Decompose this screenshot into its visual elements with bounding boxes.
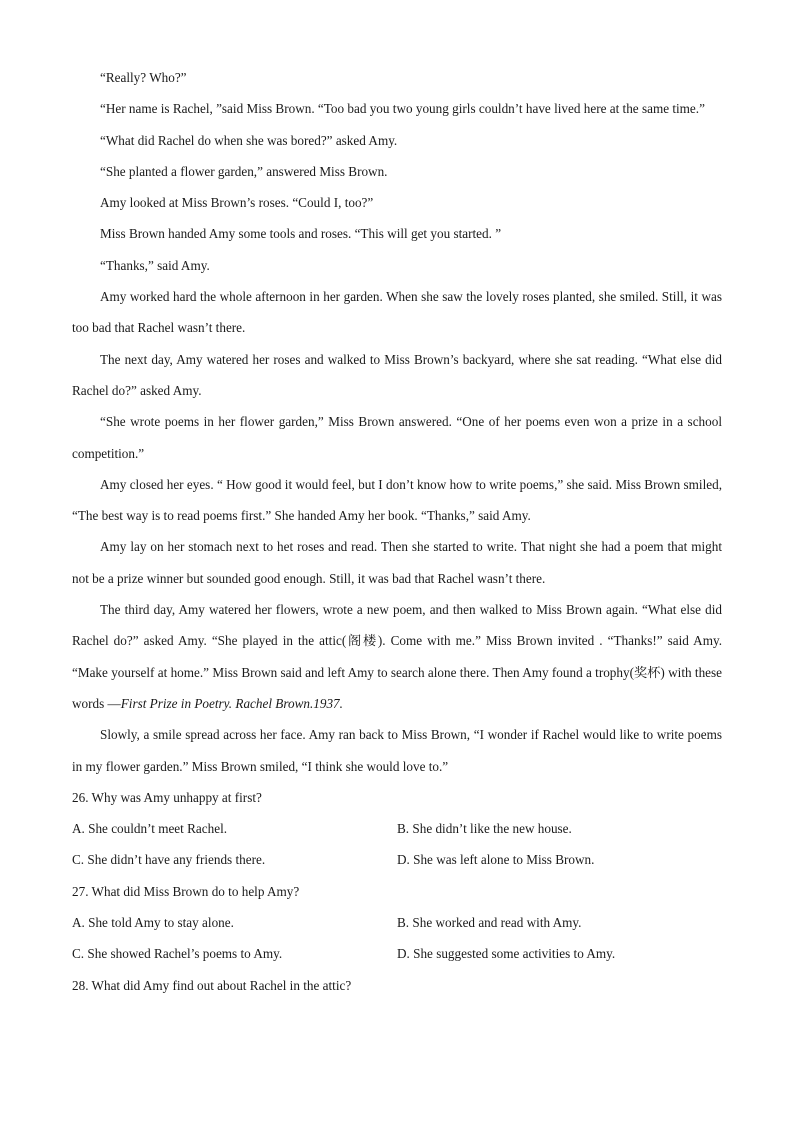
trophy-inscription: First Prize in Poetry. Rachel Brown.1937.: [120, 695, 343, 711]
paragraph: “Her name is Rachel, ”said Miss Brown. “Too bad you two young girls couldn’t have lived here at the same time.”: [100, 101, 705, 117]
options-row: [72, 844, 722, 875]
option-b[interactable]: B. She worked and read with Amy.: [397, 915, 582, 931]
paragraph: “Thanks,” said Amy.: [100, 257, 210, 273]
options-row: [72, 938, 722, 969]
question-28: 28. What did Amy find out about Rachel in the attic?: [72, 977, 352, 993]
question-27: 27. What did Miss Brown do to help Amy?: [72, 883, 300, 899]
paragraph: “She planted a flower garden,” answered Miss Brown.: [100, 163, 388, 179]
paragraph-final: Slowly, a smile spread across her face. Amy ran back to Miss Brown, “I wonder if Rachel would like to write poems in my flower garden.” Miss Brown smiled, “I think she would love to.”: [72, 727, 722, 774]
paragraph: “Really? Who?”: [100, 70, 187, 85]
option-d[interactable]: D. She was left alone to Miss Brown.: [397, 852, 595, 868]
options-row: [72, 907, 722, 938]
options-row: [72, 813, 722, 844]
option-b[interactable]: B. She didn’t like the new house.: [397, 821, 572, 837]
question-26: 26. Why was Amy unhappy at first?: [72, 789, 262, 805]
paragraph: Amy looked at Miss Brown’s roses. “Could I, too?”: [100, 195, 374, 211]
option-c[interactable]: C. She showed Rachel’s poems to Amy.: [72, 946, 283, 962]
paragraph: “What did Rachel do when she was bored?” asked Amy.: [100, 132, 398, 148]
paragraph: Amy lay on her stomach next to het roses and read. Then she started to write. That night she had a poem that might not be a prize winner but sounded good enough. Still, it was bad that Rachel wasn’t there.: [72, 539, 722, 586]
option-d[interactable]: D. She suggested some activities to Amy.: [397, 946, 616, 962]
option-c[interactable]: C. She didn’t have any friends there.: [72, 852, 266, 868]
paragraph: “She wrote poems in her flower garden,” Miss Brown answered. “One of her poems even won a prize in a school competition.”: [72, 414, 722, 461]
paragraph-text: The third day, Amy watered her flowers, wrote a new poem, and then walked to Miss Brown again. “What else did Rachel do?” asked Amy. “She played in the attic(阁楼). Come with me.” Miss Brown invited . “Thanks!” said Amy. “Make yourself at home.” Miss Brown said and left Amy to search alone there. Then Amy found a trophy(奖杯) with these words —: [72, 602, 722, 711]
document-page: [72, 62, 722, 1001]
paragraph: Amy worked hard the whole afternoon in her garden. When she saw the lovely roses planted, she smiled. Still, it was too bad that Rachel wasn’t there.: [72, 289, 722, 336]
paragraph-third-day: [72, 594, 722, 719]
paragraph: The next day, Amy watered her roses and walked to Miss Brown’s backyard, where she sat reading. “What else did Rachel do?” asked Amy.: [72, 351, 722, 398]
option-a[interactable]: A. She couldn’t meet Rachel.: [72, 821, 228, 837]
paragraph: Amy closed her eyes. “ How good it would feel, but I don’t know how to write poems,” she said. Miss Brown smiled, “The best way is to read poems first.” She handed Amy her book. “Thanks,” said Amy.: [72, 476, 722, 524]
paragraph: Miss Brown handed Amy some tools and roses. “This will get you started. ”: [100, 226, 502, 242]
option-a[interactable]: A. She told Amy to stay alone.: [72, 915, 234, 931]
